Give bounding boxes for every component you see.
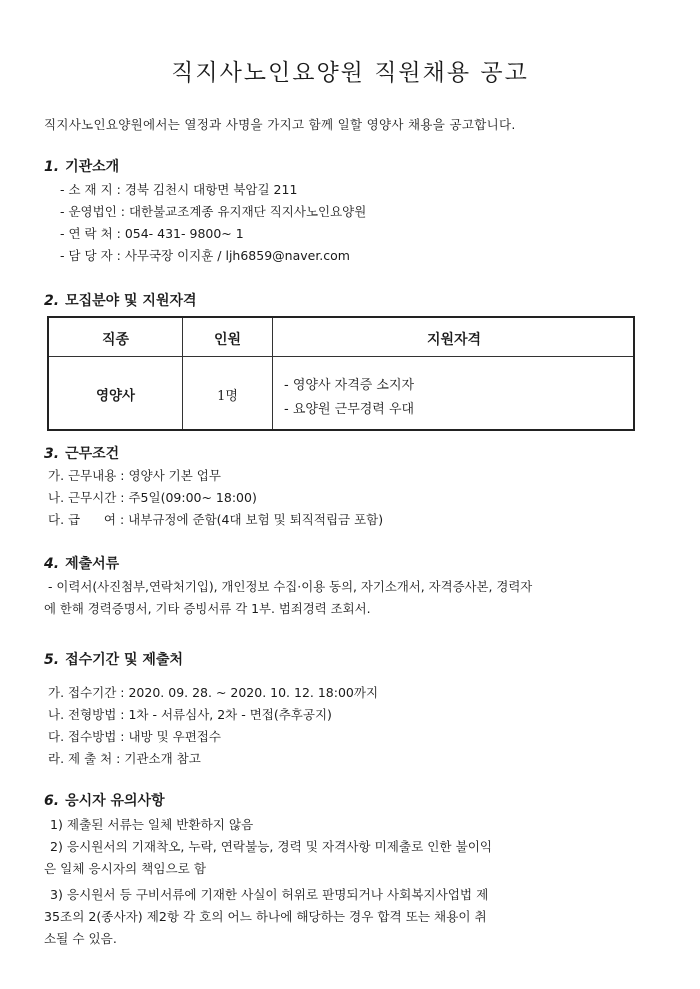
section-3-title: 근무조건 [65, 446, 120, 462]
section-4-number: 4. [44, 556, 60, 572]
s6-note-2-cont: 은 일체 응시자의 책임으로 함 [44, 861, 206, 876]
table-cell-qualification-2: - 요양원 근무경력 우대 [284, 402, 415, 417]
section-4-heading [44, 553, 119, 573]
section-5-number: 5. [44, 652, 60, 668]
section-6-heading [44, 790, 165, 810]
section-3-heading [44, 443, 119, 463]
section-3-number: 3. [44, 446, 60, 462]
section-2-heading [44, 290, 197, 310]
s5-line-submission: 다. 접수방법 : 내방 및 우편접수 [48, 729, 221, 744]
s6-note-1: 1) 제출된 서류는 일체 반환하지 않음 [50, 817, 254, 832]
section-6-number: 6. [44, 793, 60, 809]
s5-line-method: 나. 전형방법 : 1차 - 서류심사, 2차 - 면접(추후공지) [48, 707, 332, 722]
table-cell-qualification-1: - 영양사 자격증 소지자 [284, 378, 415, 393]
s3-line-hours: 나. 근무시간 : 주5일(09:00~ 18:00) [48, 490, 257, 505]
s1-line-address: - 소 재 지 : 경북 김천시 대항면 북암길 211 [60, 182, 298, 197]
section-5-title: 접수기간 및 제출처 [65, 652, 184, 668]
recruitment-table [47, 316, 635, 431]
section-2-number: 2. [44, 293, 60, 309]
s5-line-period: 가. 접수기간 : 2020. 09. 28. ~ 2020. 10. 12. 18:00까지 [48, 685, 379, 700]
s5-line-place: 라. 제 출 처 : 기관소개 참고 [48, 751, 201, 766]
section-2-title: 모집분야 및 지원자격 [65, 293, 197, 309]
s3-line-salary: 다. 급 여 : 내부규정에 준함(4대 보험 및 퇴직적립금 포함) [48, 512, 384, 527]
section-1-number: 1. [44, 159, 60, 175]
s1-line-contact: - 담 당 자 : 사무국장 이지훈 / ljh6859@naver.com [60, 248, 350, 263]
s4-body-line-2: 에 한해 경력증명서, 기타 증빙서류 각 1부. 범죄경력 조회서. [44, 601, 371, 616]
s6-note-3: 3) 응시원서 등 구비서류에 기재한 사실이 허위로 판명되거나 사회복지사업법 제 [50, 887, 489, 902]
s6-note-3-cont: 35조의 2(종사자) 제2항 각 호의 어느 하나에 해당하는 경우 합격 또는 채용이 취 [44, 909, 487, 924]
table-cell-count: 1명 [217, 389, 238, 404]
intro-text: 직지사노인요양원에서는 열정과 사명을 가지고 함께 일할 영양사 채용을 공고합니다. [44, 117, 516, 132]
s6-note-2: 2) 응시원서의 기재착오, 누락, 연락불능, 경력 및 자격사항 미제출로 인한 불이익 [50, 839, 493, 854]
section-5-heading [44, 649, 183, 669]
section-6-title: 응시자 유의사항 [65, 793, 165, 809]
s1-line-phone: - 연 락 처 : 054- 431- 9800~ 1 [60, 226, 244, 241]
s3-line-duties: 가. 근무내용 : 영양사 기본 업무 [48, 468, 221, 483]
table-cell-job: 영양사 [95, 388, 136, 404]
section-1-heading [44, 156, 119, 176]
section-1-title: 기관소개 [65, 159, 120, 175]
s1-line-corporation: - 운영법인 : 대한불교조계종 유지재단 직지사노인요양원 [60, 204, 367, 219]
s6-note-3-end: 소될 수 있음. [44, 931, 117, 946]
s4-body-line-1: - 이력서(사진첨부,연락처기입), 개인정보 수집·이용 동의, 자기소개서, 자격증사본, 경력자 [48, 579, 533, 594]
table-header-count: 인원 [213, 332, 242, 348]
table-header-qualification: 지원자격 [426, 332, 482, 348]
page-title: 직지사노인요양원 직원채용 공고 [171, 60, 529, 86]
table-header-job: 직종 [101, 332, 130, 348]
section-4-title: 제출서류 [65, 556, 120, 572]
